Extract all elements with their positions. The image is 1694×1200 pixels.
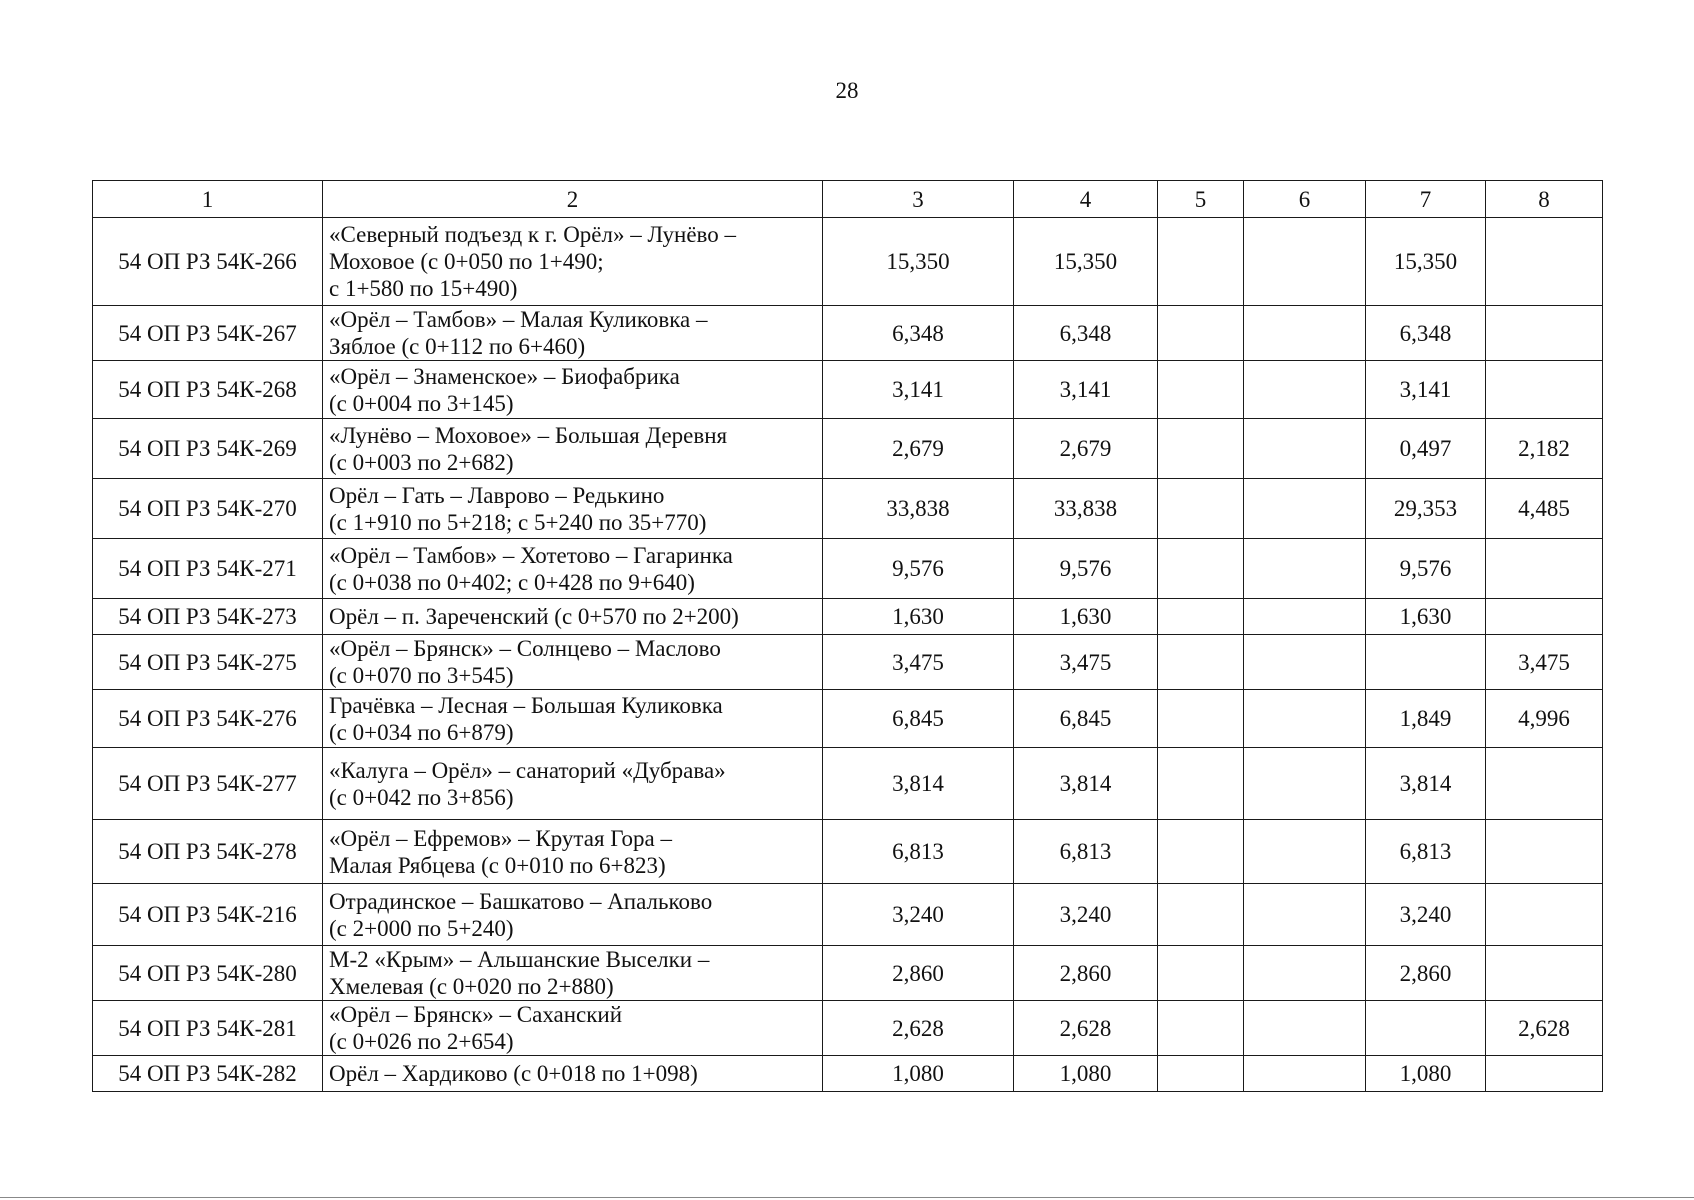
value-cell-3: 2,860 — [823, 946, 1014, 1001]
value-cell-7: 3,141 — [1366, 361, 1486, 419]
value-cell-4: 6,813 — [1014, 820, 1158, 884]
road-id-cell: 54 ОП РЗ 54К-278 — [93, 820, 323, 884]
value-cell-6 — [1244, 1056, 1366, 1092]
value-cell-7: 1,080 — [1366, 1056, 1486, 1092]
road-id-cell: 54 ОП РЗ 54К-273 — [93, 599, 323, 635]
value-cell-5 — [1158, 419, 1244, 479]
bottom-rule — [0, 1197, 1694, 1198]
value-cell-4: 3,814 — [1014, 748, 1158, 820]
value-cell-3: 33,838 — [823, 479, 1014, 539]
table-row — [93, 1056, 1603, 1092]
road-name-line: (с 0+026 по 2+654) — [329, 1029, 514, 1054]
road-id-cell: 54 ОП РЗ 54К-280 — [93, 946, 323, 1001]
road-name-line: «Калуга – Орёл» – санаторий «Дубрава» — [329, 757, 726, 783]
value-cell-8: 2,182 — [1486, 419, 1603, 479]
value-cell-6 — [1244, 690, 1366, 748]
road-name-cell — [323, 820, 823, 884]
road-name-line: «Орёл – Знаменское» – Биофабрика — [329, 363, 680, 389]
value-cell-7: 0,497 — [1366, 419, 1486, 479]
value-cell-7: 1,849 — [1366, 690, 1486, 748]
road-name-cell — [323, 539, 823, 599]
road-name-line: Моховое (с 0+050 по 1+490; — [329, 249, 604, 274]
table-row — [93, 361, 1603, 419]
value-cell-7: 3,814 — [1366, 748, 1486, 820]
road-name-cell — [323, 599, 823, 635]
road-name-cell — [323, 218, 823, 306]
value-cell-7: 3,240 — [1366, 884, 1486, 946]
value-cell-6 — [1244, 539, 1366, 599]
road-name-line: «Орёл – Тамбов» – Хотетово – Гагаринка — [329, 542, 733, 568]
value-cell-4: 3,141 — [1014, 361, 1158, 419]
value-cell-4: 3,475 — [1014, 635, 1158, 690]
table-row — [93, 539, 1603, 599]
road-name-line: Зяблое (с 0+112 по 6+460) — [329, 334, 586, 359]
value-cell-6 — [1244, 419, 1366, 479]
road-id-cell: 54 ОП РЗ 54К-277 — [93, 748, 323, 820]
value-cell-5 — [1158, 1056, 1244, 1092]
table-row — [93, 635, 1603, 690]
road-id-cell: 54 ОП РЗ 54К-275 — [93, 635, 323, 690]
value-cell-3: 6,348 — [823, 306, 1014, 361]
road-name-cell — [323, 361, 823, 419]
value-cell-8: 3,475 — [1486, 635, 1603, 690]
road-name-cell — [323, 884, 823, 946]
road-id-cell: 54 ОП РЗ 54К-266 — [93, 218, 323, 306]
value-cell-4: 6,348 — [1014, 306, 1158, 361]
value-cell-3: 3,240 — [823, 884, 1014, 946]
road-name-cell — [323, 479, 823, 539]
value-cell-6 — [1244, 635, 1366, 690]
value-cell-4: 3,240 — [1014, 884, 1158, 946]
road-name-line: «Орёл – Тамбов» – Малая Куликовка – — [329, 307, 708, 332]
road-name-line: Орёл – Гать – Лаврово – Редькино — [329, 482, 665, 508]
road-name-line: «Лунёво – Моховое» – Большая Деревня — [329, 422, 728, 448]
value-cell-6 — [1244, 218, 1366, 306]
value-cell-4: 2,628 — [1014, 1001, 1158, 1056]
value-cell-8 — [1486, 361, 1603, 419]
value-cell-3: 9,576 — [823, 539, 1014, 599]
road-name-line: (с 0+042 по 3+856) — [329, 784, 514, 810]
value-cell-6 — [1244, 748, 1366, 820]
road-name-line: (с 0+004 по 3+145) — [329, 390, 514, 416]
road-name-cell — [323, 419, 823, 479]
value-cell-7: 15,350 — [1366, 218, 1486, 306]
road-name-line: Орёл – Хардиково (с 0+018 по 1+098) — [329, 1061, 698, 1086]
value-cell-4: 6,845 — [1014, 690, 1158, 748]
value-cell-8 — [1486, 218, 1603, 306]
value-cell-3: 1,080 — [823, 1056, 1014, 1092]
column-header: 6 — [1244, 181, 1366, 218]
value-cell-3: 15,350 — [823, 218, 1014, 306]
road-name-cell — [323, 635, 823, 690]
column-header: 1 — [93, 181, 323, 218]
table-row — [93, 748, 1603, 820]
value-cell-7: 2,860 — [1366, 946, 1486, 1001]
value-cell-5 — [1158, 479, 1244, 539]
value-cell-5 — [1158, 820, 1244, 884]
road-id-cell: 54 ОП РЗ 54К-269 — [93, 419, 323, 479]
value-cell-5 — [1158, 884, 1244, 946]
value-cell-5 — [1158, 748, 1244, 820]
value-cell-4: 1,080 — [1014, 1056, 1158, 1092]
value-cell-5 — [1158, 690, 1244, 748]
value-cell-8 — [1486, 539, 1603, 599]
table-row — [93, 946, 1603, 1001]
value-cell-6 — [1244, 599, 1366, 635]
value-cell-7: 29,353 — [1366, 479, 1486, 539]
value-cell-5 — [1158, 946, 1244, 1001]
value-cell-3: 2,628 — [823, 1001, 1014, 1056]
table-row — [93, 820, 1603, 884]
value-cell-4: 9,576 — [1014, 539, 1158, 599]
road-name-line: «Орёл – Брянск» – Солнцево – Маслово — [329, 636, 721, 661]
value-cell-3: 6,845 — [823, 690, 1014, 748]
value-cell-5 — [1158, 1001, 1244, 1056]
road-name-cell — [323, 946, 823, 1001]
road-name-line: Хмелевая (с 0+020 по 2+880) — [329, 974, 614, 999]
road-id-cell: 54 ОП РЗ 54К-282 — [93, 1056, 323, 1092]
road-name-line: (с 0+070 по 3+545) — [329, 663, 514, 688]
value-cell-3: 2,679 — [823, 419, 1014, 479]
road-name-cell — [323, 1056, 823, 1092]
road-name-line: (с 0+003 по 2+682) — [329, 449, 514, 475]
value-cell-6 — [1244, 361, 1366, 419]
value-cell-4: 15,350 — [1014, 218, 1158, 306]
road-name-line: (с 1+910 по 5+218; с 5+240 по 35+770) — [329, 509, 707, 535]
value-cell-6 — [1244, 479, 1366, 539]
table-row — [93, 479, 1603, 539]
road-id-cell: 54 ОП РЗ 54К-270 — [93, 479, 323, 539]
value-cell-6 — [1244, 884, 1366, 946]
value-cell-6 — [1244, 946, 1366, 1001]
road-id-cell: 54 ОП РЗ 54К-216 — [93, 884, 323, 946]
value-cell-3: 1,630 — [823, 599, 1014, 635]
value-cell-4: 2,679 — [1014, 419, 1158, 479]
road-name-line: М-2 «Крым» – Альшанские Выселки – — [329, 947, 710, 972]
road-name-line: Орёл – п. Зареченский (с 0+570 по 2+200) — [329, 604, 739, 629]
value-cell-6 — [1244, 820, 1366, 884]
road-name-cell — [323, 690, 823, 748]
road-id-cell: 54 ОП РЗ 54К-281 — [93, 1001, 323, 1056]
road-name-line: «Северный подъезд к г. Орёл» – Лунёво – — [329, 222, 736, 247]
road-name-line: с 1+580 по 15+490) — [329, 276, 518, 301]
road-id-cell: 54 ОП РЗ 54К-268 — [93, 361, 323, 419]
value-cell-7: 9,576 — [1366, 539, 1486, 599]
value-cell-5 — [1158, 361, 1244, 419]
column-header: 3 — [823, 181, 1014, 218]
value-cell-5 — [1158, 218, 1244, 306]
table-row — [93, 306, 1603, 361]
value-cell-7 — [1366, 635, 1486, 690]
value-cell-4: 2,860 — [1014, 946, 1158, 1001]
column-header: 8 — [1486, 181, 1603, 218]
value-cell-8 — [1486, 820, 1603, 884]
table-row — [93, 690, 1603, 748]
road-name-cell — [323, 1001, 823, 1056]
value-cell-3: 6,813 — [823, 820, 1014, 884]
value-cell-7: 1,630 — [1366, 599, 1486, 635]
road-name-line: (с 0+038 по 0+402; с 0+428 по 9+640) — [329, 569, 695, 595]
value-cell-3: 3,141 — [823, 361, 1014, 419]
road-name-line: (с 0+034 по 6+879) — [329, 719, 514, 745]
road-id-cell: 54 ОП РЗ 54К-271 — [93, 539, 323, 599]
road-name-line: «Орёл – Брянск» – Саханский — [329, 1002, 623, 1027]
page-number: 28 — [835, 78, 859, 103]
column-header: 5 — [1158, 181, 1244, 218]
value-cell-8 — [1486, 884, 1603, 946]
value-cell-3: 3,475 — [823, 635, 1014, 690]
table-row — [93, 419, 1603, 479]
table-header-row — [93, 181, 1603, 218]
road-name-cell — [323, 306, 823, 361]
value-cell-8: 4,996 — [1486, 690, 1603, 748]
road-name-line: Грачёвка – Лесная – Большая Куликовка — [329, 692, 723, 718]
value-cell-7 — [1366, 1001, 1486, 1056]
value-cell-5 — [1158, 539, 1244, 599]
value-cell-6 — [1244, 1001, 1366, 1056]
table-row — [93, 599, 1603, 635]
value-cell-7: 6,813 — [1366, 820, 1486, 884]
value-cell-8 — [1486, 1056, 1603, 1092]
road-name-line: (с 2+000 по 5+240) — [329, 915, 514, 941]
road-name-line: Малая Рябцева (с 0+010 по 6+823) — [329, 852, 666, 878]
road-name-line: Отрадинское – Башкатово – Апальково — [329, 888, 713, 914]
roads-table — [92, 180, 1603, 1092]
value-cell-4: 33,838 — [1014, 479, 1158, 539]
value-cell-5 — [1158, 306, 1244, 361]
road-name-cell — [323, 748, 823, 820]
value-cell-5 — [1158, 635, 1244, 690]
value-cell-3: 3,814 — [823, 748, 1014, 820]
value-cell-8 — [1486, 306, 1603, 361]
column-header: 4 — [1014, 181, 1158, 218]
table-row — [93, 1001, 1603, 1056]
value-cell-8 — [1486, 599, 1603, 635]
value-cell-5 — [1158, 599, 1244, 635]
value-cell-8 — [1486, 946, 1603, 1001]
value-cell-6 — [1244, 306, 1366, 361]
value-cell-8 — [1486, 748, 1603, 820]
road-id-cell: 54 ОП РЗ 54К-267 — [93, 306, 323, 361]
table-row — [93, 884, 1603, 946]
column-header: 7 — [1366, 181, 1486, 218]
column-header: 2 — [323, 181, 823, 218]
value-cell-7: 6,348 — [1366, 306, 1486, 361]
value-cell-8: 4,485 — [1486, 479, 1603, 539]
table-row — [93, 218, 1603, 306]
value-cell-8: 2,628 — [1486, 1001, 1603, 1056]
road-id-cell: 54 ОП РЗ 54К-276 — [93, 690, 323, 748]
road-name-line: «Орёл – Ефремов» – Крутая Гора – — [329, 825, 673, 851]
value-cell-4: 1,630 — [1014, 599, 1158, 635]
